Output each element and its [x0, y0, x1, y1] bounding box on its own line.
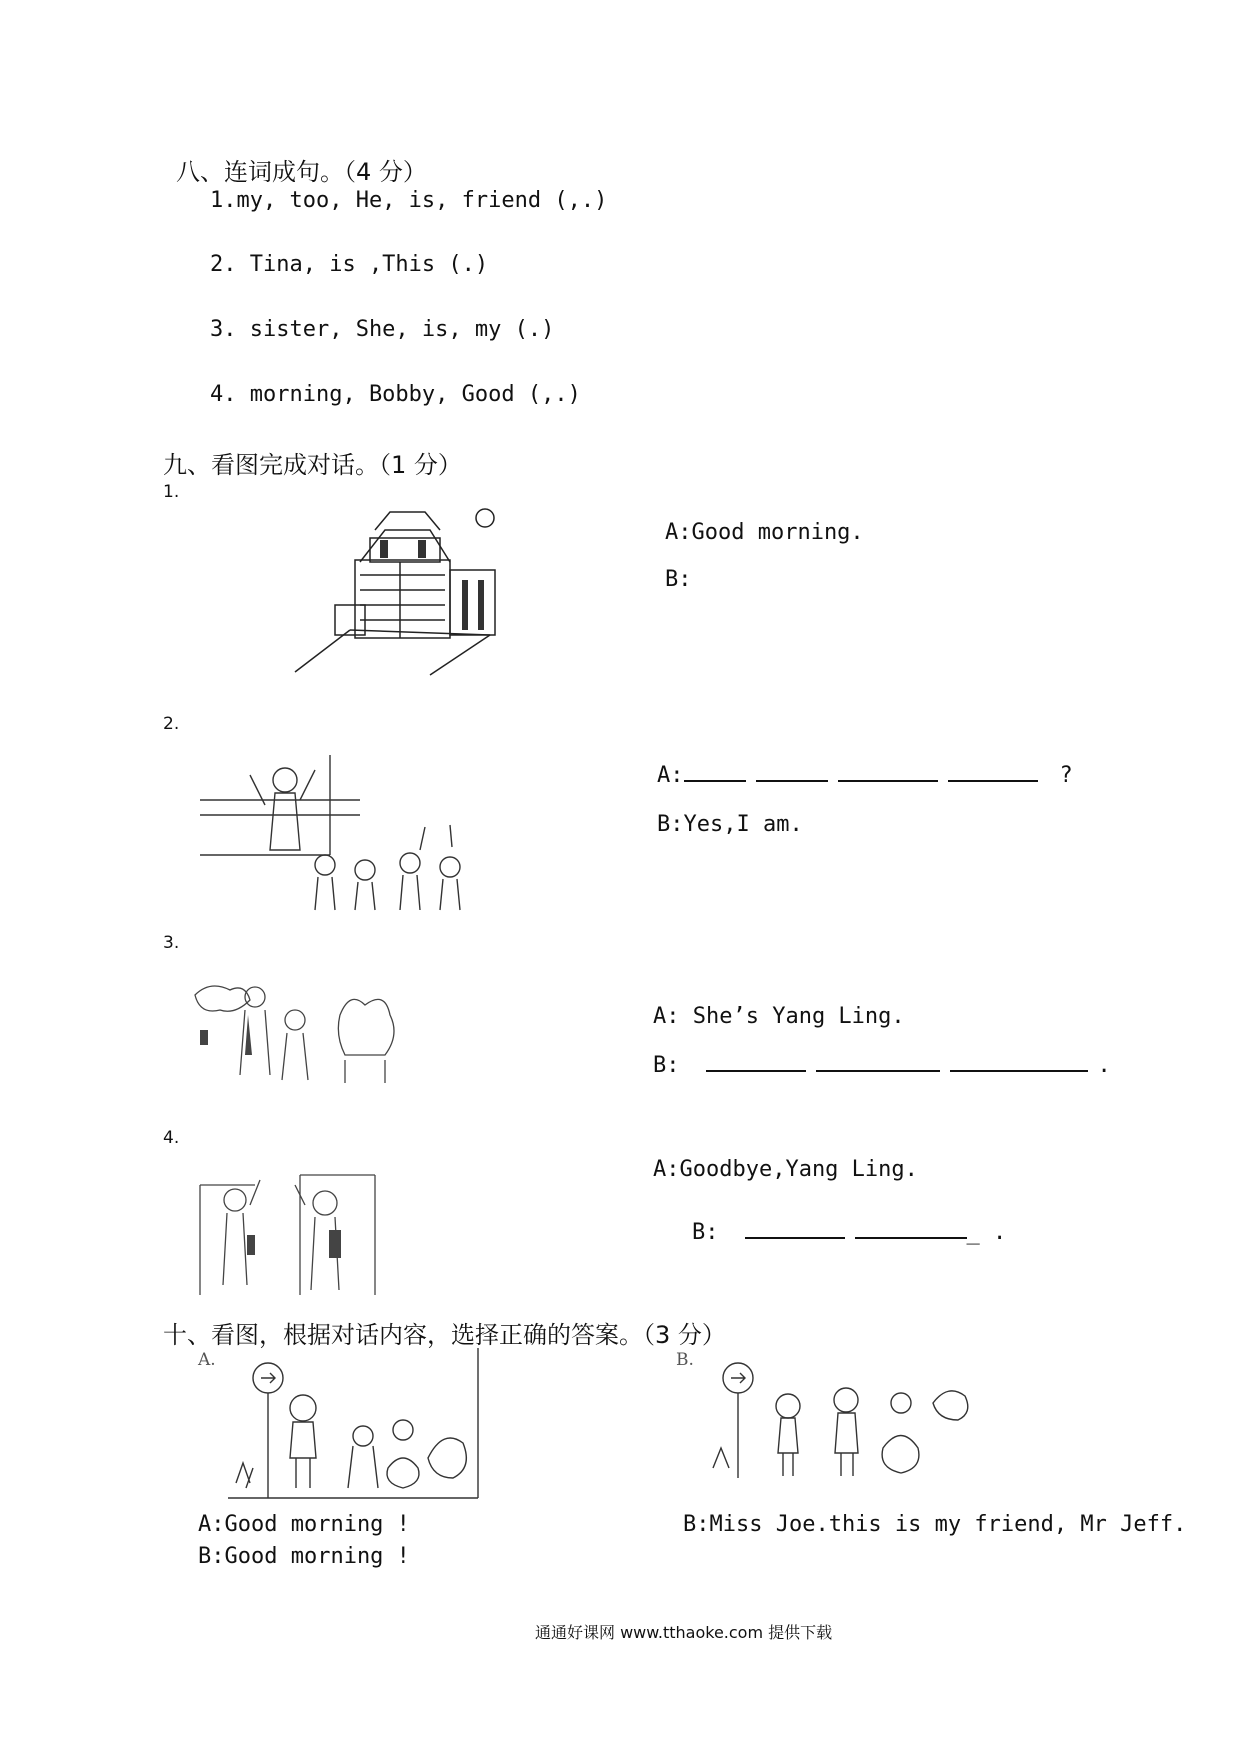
q3-line-b: [653, 1052, 1111, 1078]
section8-item-3: 3. sister, She, is, my (.): [210, 317, 555, 342]
q4-blank-2[interactable]: [855, 1219, 967, 1239]
option-a-dialog-1: A:Good morning !: [198, 1512, 410, 1537]
q2-line-a: [657, 762, 1073, 788]
option-b-dialog: B:Miss Joe.this is my friend, Mr Jeff.: [683, 1512, 1187, 1537]
q3-period: .: [1097, 1053, 1111, 1078]
q3-line-b-prefix: B:: [653, 1053, 680, 1078]
q4-number: 4.: [163, 1128, 180, 1148]
classroom-picture: [190, 755, 510, 915]
q3-number: 3.: [163, 933, 180, 953]
page-footer: 通通好课网 www.tthaoke.com 提供下载: [535, 1623, 833, 1642]
q4-blank-1[interactable]: [745, 1219, 845, 1239]
section8-item-2: 2. Tina, is ,This (.): [210, 252, 489, 277]
q2-blank-4[interactable]: [948, 762, 1038, 782]
q4-line-b-prefix: B:: [692, 1220, 719, 1245]
q2-question-mark: ?: [1059, 763, 1073, 788]
q2-blank-3[interactable]: [838, 762, 938, 782]
q1-number: 1.: [163, 482, 180, 502]
q4-line-a: A:Goodbye,Yang Ling.: [653, 1157, 918, 1182]
q3-blank-3[interactable]: [950, 1052, 1088, 1072]
q2-blank-1[interactable]: [684, 762, 746, 782]
q3-line-a: A: She’s Yang Ling.: [653, 1004, 905, 1029]
q2-number: 2.: [163, 714, 180, 734]
q3-blank-1[interactable]: [706, 1052, 806, 1072]
option-b-picture: [703, 1348, 983, 1483]
option-a-label: A.: [198, 1350, 216, 1370]
q1-line-a: A:Good morning.: [665, 520, 864, 545]
q4-period: _ .: [966, 1220, 1007, 1245]
section9-title: 九、看图完成对话。（1 分）: [163, 451, 462, 479]
q1-line-b: B:: [665, 567, 692, 592]
section10-title: 十、看图，根据对话内容，选择正确的答案。（3 分）: [163, 1321, 726, 1349]
school-building-picture: [290, 500, 520, 680]
section8-item-4: 4. morning, Bobby, Good (,.): [210, 382, 581, 407]
q4-line-b: [692, 1219, 1006, 1245]
option-a-dialog-2: B:Good morning !: [198, 1544, 410, 1569]
section8-title: 八、连词成句。（4 分）: [176, 158, 427, 186]
q2-blank-2[interactable]: [756, 762, 828, 782]
goodbye-picture: [195, 1165, 380, 1300]
q2-line-b: B:Yes,I am.: [657, 812, 803, 837]
q2-line-a-prefix: A:: [657, 763, 684, 788]
option-a-picture: [228, 1348, 483, 1503]
option-b-label: B.: [676, 1350, 694, 1370]
section8-item-1: 1.my, too, He, is, friend (,.): [210, 188, 608, 213]
q3-blank-2[interactable]: [816, 1052, 940, 1072]
introduction-picture: [190, 975, 410, 1090]
